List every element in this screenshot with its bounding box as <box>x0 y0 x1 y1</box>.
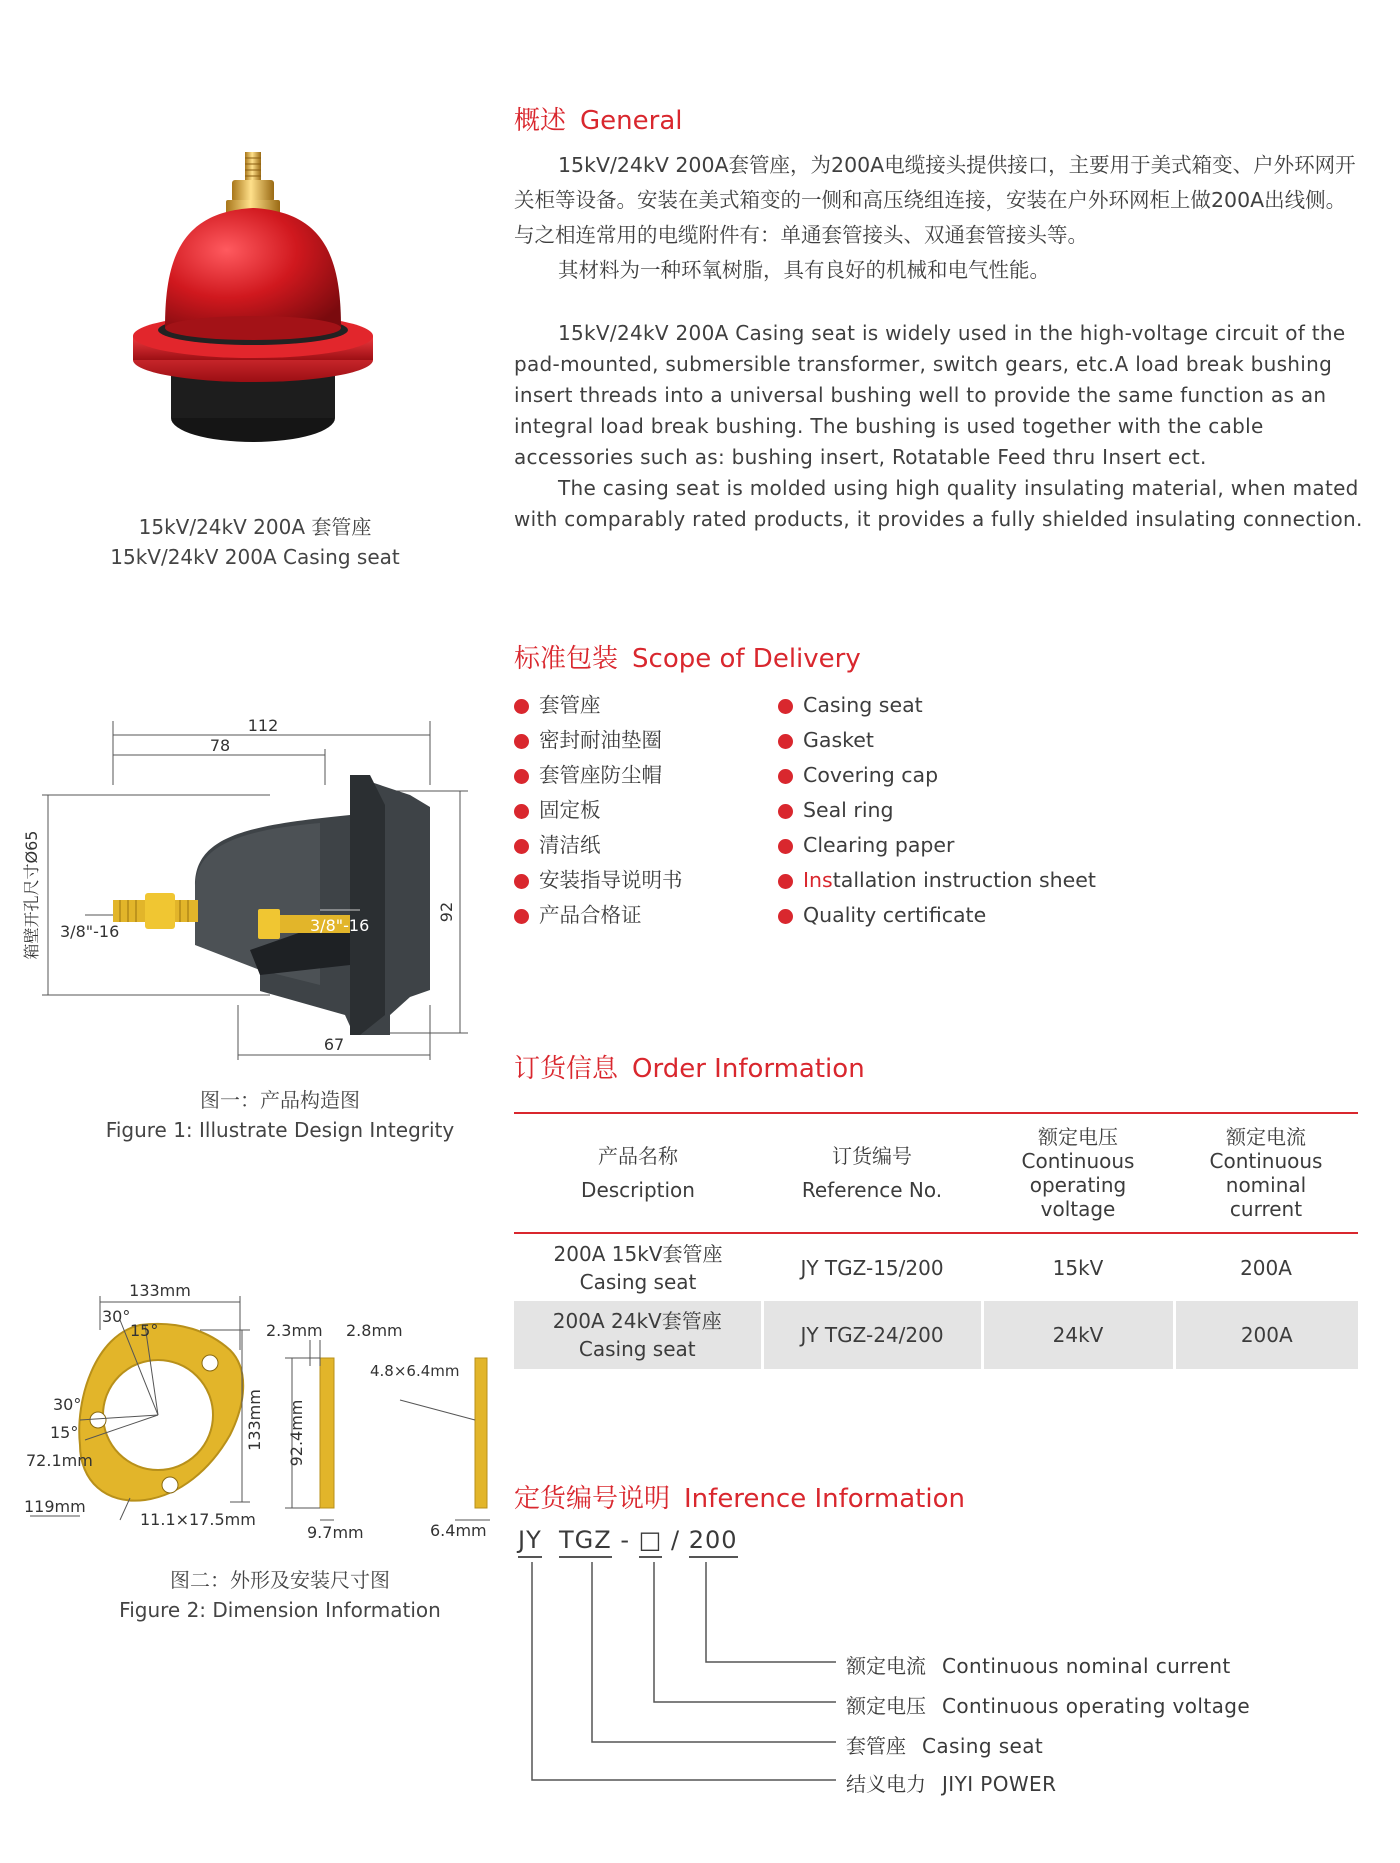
figure1-dim-92: 92 <box>437 901 456 923</box>
table-row <box>514 1301 1358 1369</box>
bullet-icon <box>514 734 529 749</box>
figure2-d-23: 2.3mm <box>266 1321 323 1340</box>
delivery-item-en: Installation instruction sheet <box>778 863 1096 898</box>
delivery-item-cn: 固定板 <box>514 793 683 828</box>
delivery-item-cn: 套管座防尘帽 <box>514 758 683 793</box>
delivery-list-cn <box>514 688 683 933</box>
legend-brand: 结义电力 JIYI POWER <box>846 1772 1057 1796</box>
figure2-caption <box>80 1565 480 1625</box>
bullet-icon <box>514 909 529 924</box>
general-en-para2: The casing seat is molded using high quality insulating material, when mated with comparably rated products, it provides a fully shielded insulating connection. <box>514 476 1363 531</box>
cell-description: 200A 24kV套管座 Casing seat <box>514 1301 762 1369</box>
product-caption-cn: 15kV/24kV 200A 套管座 <box>138 515 372 539</box>
delivery-item-en: Covering cap <box>778 758 1096 793</box>
cell-reference: JY TGZ-24/200 <box>762 1301 982 1369</box>
figure2-d-133h: 133mm <box>245 1389 264 1451</box>
product-caption-en: 15kV/24kV 200A Casing seat <box>110 545 400 569</box>
bullet-icon <box>778 769 793 784</box>
delivery-item-cn: 密封耐油垫圈 <box>514 723 683 758</box>
table-row <box>514 1233 1358 1301</box>
delivery-list-en <box>778 688 1096 933</box>
figure2-d-72: 72.1mm <box>26 1451 93 1470</box>
bullet-icon <box>778 699 793 714</box>
figure1-caption-en: Figure 1: Illustrate Design Integrity <box>105 1118 455 1142</box>
figure2-d-28: 2.8mm <box>346 1321 403 1340</box>
col-current: 额定电流 Continuous nominal current <box>1209 1125 1323 1221</box>
figure1-hole-label: 箱壁开孔尺寸Ø65 <box>22 830 41 960</box>
delivery-item-en: Seal ring <box>778 793 1096 828</box>
figure2-d-48: 4.8×6.4mm <box>370 1362 460 1380</box>
cell-description: 200A 15kV套管座 Casing seat <box>553 1241 723 1294</box>
general-cn-para2: 其材料为一种环氧树脂，具有良好的机械和电气性能。 <box>558 258 1050 282</box>
figure1-diagram <box>20 715 480 1060</box>
figure2-d-slot: 11.1×17.5mm <box>140 1510 256 1529</box>
figure2-diagram <box>20 1270 500 1560</box>
bullet-icon <box>778 909 793 924</box>
code-part-type: TGZ <box>559 1526 612 1558</box>
product-image <box>120 140 390 480</box>
code-part-brand: JY <box>518 1526 542 1558</box>
delivery-heading-cn: 标准包装 <box>514 644 619 674</box>
figure1-dim-78: 78 <box>209 736 231 755</box>
delivery-item-cn: 清洁纸 <box>514 828 683 863</box>
legend-voltage: 额定电压 Continuous operating voltage <box>846 1694 1251 1718</box>
general-cn-para1: 15kV/24kV 200A套管座，为200A电缆接头提供接口，主要用于美式箱变、户外环网开关柜等设备。安装在美式箱变的一侧和高压绕组连接，安装在户外环网柜上做200A出线侧。与之相连常用的电缆附件有：单通套管接头、双通套管接头等。 <box>514 153 1356 247</box>
delivery-item-en: Casing seat <box>778 688 1096 723</box>
figure2-d-97: 9.7mm <box>307 1523 364 1542</box>
bullet-icon <box>514 804 529 819</box>
figure1-thread-right: 3/8"-16 <box>310 916 370 935</box>
col-voltage: 额定电压 Continuous operating voltage <box>1021 1125 1135 1221</box>
cell-voltage: 15kV <box>1052 1255 1104 1280</box>
figure2-d-119: 119mm <box>24 1497 86 1516</box>
figure2-d-133w: 133mm <box>129 1281 191 1300</box>
figure1-dim-67: 67 <box>323 1035 345 1054</box>
figure2-caption-cn: 图二：外形及安装尺寸图 <box>170 1568 390 1592</box>
bullet-icon <box>514 874 529 889</box>
order-table <box>514 1112 1358 1369</box>
code-leader-lines <box>520 1562 840 1792</box>
code-slash: / <box>671 1526 681 1554</box>
general-en-para1: 15kV/24kV 200A Casing seat is widely used in the high-voltage circuit of the pad-mounted, submersible transformer, switch gears, etc.A load break bushing insert threads into a universal bushing well to provide the same function as an integral load break bushing. The bushing is used together with the cable accessories such as: bushing insert, Rotatable Feed thru Insert ect. <box>514 321 1346 469</box>
general-heading-cn: 概述 <box>514 106 567 136</box>
general-cn-text <box>514 148 1364 288</box>
bullet-icon <box>778 804 793 819</box>
figure2-d-30b: 30° <box>53 1395 82 1414</box>
cell-current: 200A <box>1174 1301 1358 1369</box>
order-header-row <box>514 1113 1358 1233</box>
col-description: 产品名称 Description <box>581 1144 695 1202</box>
bullet-icon <box>514 839 529 854</box>
cell-voltage: 24kV <box>982 1301 1174 1369</box>
figure2-caption-en: Figure 2: Dimension Information <box>119 1598 441 1622</box>
figure1-thread-left: 3/8"-16 <box>60 922 120 941</box>
delivery-item-en: Quality certificate <box>778 898 1096 933</box>
bullet-icon <box>778 874 793 889</box>
delivery-heading <box>514 638 861 675</box>
bullet-icon <box>778 839 793 854</box>
delivery-item-cn: 产品合格证 <box>514 898 683 933</box>
inference-heading-cn: 定货编号说明 <box>514 1484 671 1514</box>
figure1-dim-112: 112 <box>247 716 279 735</box>
legend-casing: 套管座 Casing seat <box>846 1734 1044 1758</box>
order-heading-cn: 订货信息 <box>514 1054 619 1084</box>
inference-heading-en: Inference Information <box>684 1484 965 1514</box>
col-reference: 订货编号 Reference No. <box>801 1144 943 1202</box>
figure2-d-15b: 15° <box>50 1423 79 1442</box>
general-en-text <box>514 318 1364 535</box>
general-heading-en: General <box>580 106 683 136</box>
order-code <box>518 1526 738 1558</box>
code-dash: - <box>620 1526 631 1554</box>
bullet-icon <box>514 769 529 784</box>
delivery-item-en: Clearing paper <box>778 828 1096 863</box>
general-heading <box>514 100 682 137</box>
order-heading <box>514 1048 865 1085</box>
figure2-d-30a: 30° <box>102 1307 131 1326</box>
order-heading-en: Order Information <box>632 1054 865 1084</box>
figure2-d-924: 92.4mm <box>287 1399 306 1467</box>
code-part-voltage: □ <box>639 1526 663 1558</box>
figure1-caption-cn: 图一：产品构造图 <box>200 1088 360 1112</box>
cell-reference: JY TGZ-15/200 <box>800 1255 944 1280</box>
product-caption <box>90 512 420 572</box>
legend-current: 额定电流 Continuous nominal current <box>846 1654 1231 1678</box>
bullet-icon <box>514 699 529 714</box>
delivery-item-en: Gasket <box>778 723 1096 758</box>
delivery-heading-en: Scope of Delivery <box>632 644 861 674</box>
bullet-icon <box>778 734 793 749</box>
cell-current: 200A <box>1240 1255 1292 1280</box>
inference-heading <box>514 1478 965 1515</box>
figure2-d-64: 6.4mm <box>430 1521 487 1540</box>
delivery-item-cn: 套管座 <box>514 688 683 723</box>
delivery-item-cn: 安装指导说明书 <box>514 863 683 898</box>
figure1-caption <box>80 1085 480 1145</box>
code-part-current: 200 <box>689 1526 738 1558</box>
figure2-d-15a: 15° <box>130 1321 159 1340</box>
